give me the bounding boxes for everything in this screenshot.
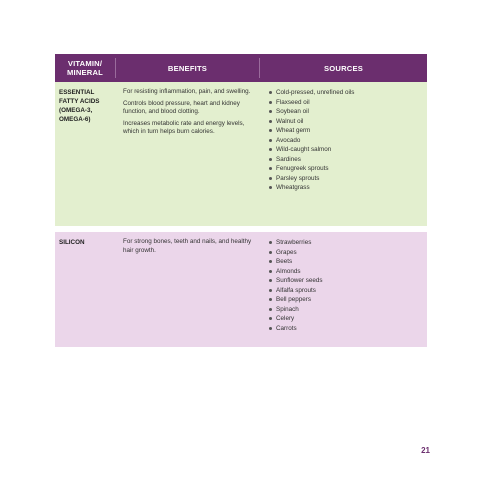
list-item: Wild-caught salmon	[268, 145, 427, 155]
header-vitamin-mineral: VITAMIN/ MINERAL	[67, 59, 103, 77]
benefit-text: For resisting inflammation, pain, and swelling.	[123, 88, 251, 95]
row-sources	[258, 82, 427, 226]
table-row	[55, 82, 427, 226]
header-sources: SOURCES	[324, 63, 363, 73]
nutrition-table	[55, 54, 427, 347]
row-sources	[258, 232, 427, 347]
header-benefits: BENEFITS	[167, 63, 208, 73]
list-item: Parsley sprouts	[268, 174, 427, 184]
list-item: Alfalfa sprouts	[268, 286, 427, 296]
list-item: Grapes	[268, 248, 427, 258]
list-item: Sardines	[268, 155, 427, 165]
table-header	[55, 54, 427, 82]
list-item: Soybean oil	[268, 107, 427, 117]
benefit-text: Controls blood pressure, heart and kidney function, and blood clotting.	[123, 99, 240, 116]
list-item: Carrots	[268, 324, 427, 334]
list-item: Bell peppers	[268, 295, 427, 305]
list-item: Wheatgrass	[268, 183, 427, 193]
row-name: SILICON	[59, 239, 85, 246]
list-item: Sunflower seeds	[268, 276, 427, 286]
row-name: ESSENTIAL FATTY ACIDS (OMEGA-3, OMEGA-6)	[59, 89, 100, 123]
list-item: Almonds	[268, 267, 427, 277]
row-benefits	[115, 232, 258, 347]
list-item: Fenugreek sprouts	[268, 164, 427, 174]
sources-list	[268, 88, 427, 193]
page-number: 21	[421, 446, 430, 455]
row-benefits	[115, 82, 258, 226]
list-item: Walnut oil	[268, 117, 427, 127]
list-item: Cold-pressed, unrefined oils	[268, 88, 427, 98]
benefit-text: For strong bones, teeth and nails, and healthy hair growth.	[123, 238, 252, 254]
list-item: Strawberries	[268, 238, 427, 248]
benefit-text: Increases metabolic rate and energy levels, which in turn helps burn calories.	[123, 119, 245, 136]
list-item: Celery	[268, 314, 427, 324]
list-item: Beets	[268, 257, 427, 267]
table-row	[55, 232, 427, 347]
list-item: Wheat germ	[268, 126, 427, 136]
list-item: Spinach	[268, 305, 427, 315]
list-item: Avocado	[268, 136, 427, 146]
list-item: Flaxseed oil	[268, 98, 427, 108]
sources-list	[268, 238, 427, 333]
